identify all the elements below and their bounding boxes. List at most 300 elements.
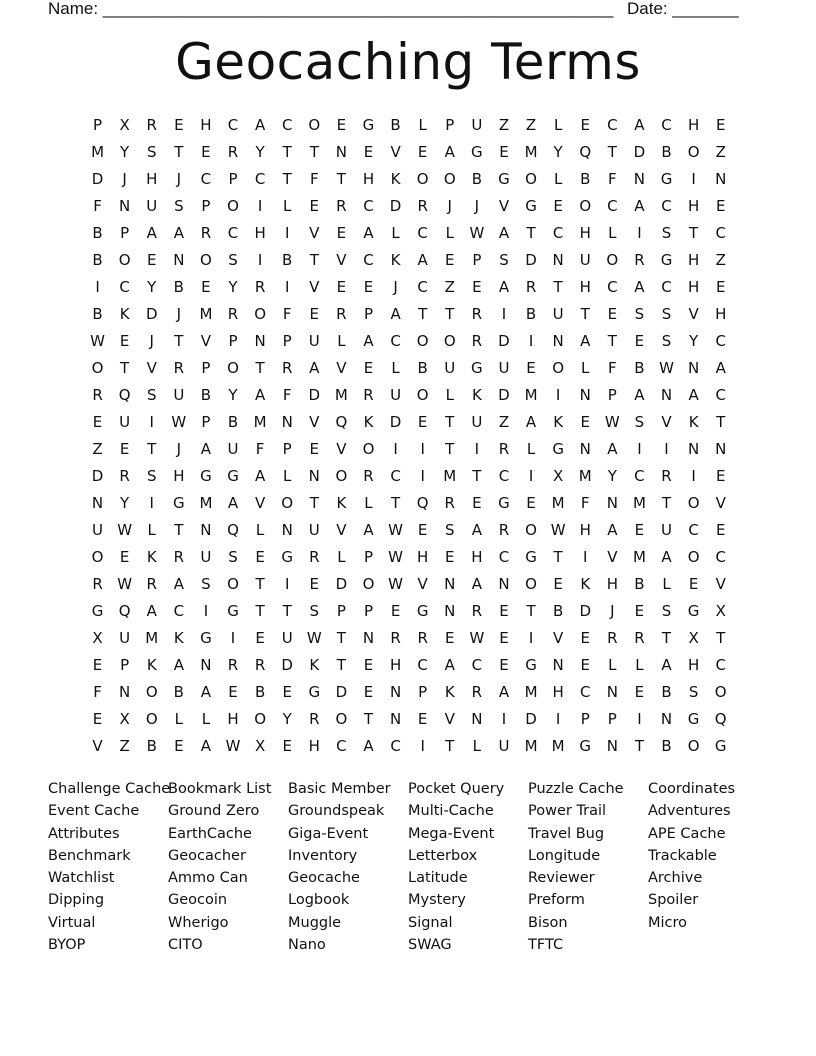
grid-cell[interactable]: E <box>309 305 320 323</box>
grid-cell[interactable]: W <box>117 575 133 593</box>
grid-cell[interactable]: I <box>664 440 669 458</box>
grid-cell[interactable]: G <box>362 116 375 134</box>
grid-cell[interactable]: C <box>498 467 510 485</box>
grid-cell[interactable]: E <box>553 575 563 593</box>
grid-cell[interactable]: A <box>444 143 455 161</box>
grid-cell[interactable]: S <box>634 305 645 323</box>
grid-cell[interactable]: A <box>634 278 645 296</box>
grid-cell[interactable]: E <box>119 548 130 566</box>
grid-cell[interactable]: O <box>687 737 700 755</box>
grid-cell[interactable]: R <box>119 467 130 485</box>
grid-cell[interactable]: C <box>200 170 212 188</box>
grid-cell[interactable]: P <box>282 332 292 350</box>
grid-cell[interactable]: V <box>661 413 672 431</box>
grid-cell[interactable]: B <box>471 170 482 188</box>
grid-cell[interactable]: I <box>528 629 534 647</box>
grid-cell[interactable]: T <box>336 170 346 188</box>
grid-cell[interactable]: Y <box>228 386 238 404</box>
grid-cell[interactable]: H <box>687 251 700 269</box>
grid-cell[interactable]: U <box>579 251 591 269</box>
grid-cell[interactable]: C <box>715 224 726 242</box>
grid-cell[interactable]: N <box>660 386 673 404</box>
grid-cell[interactable]: L <box>608 224 617 242</box>
grid-cell[interactable]: Z <box>92 440 103 458</box>
grid-cell[interactable]: G <box>552 440 564 458</box>
grid-cell[interactable]: A <box>634 116 645 134</box>
grid-cell[interactable]: F <box>93 683 102 701</box>
grid-cell[interactable]: P <box>282 440 292 458</box>
grid-cell[interactable]: A <box>607 521 618 539</box>
grid-cell[interactable]: E <box>499 629 509 647</box>
grid-cell[interactable]: A <box>254 386 266 404</box>
grid-cell[interactable]: C <box>390 467 401 485</box>
grid-cell[interactable]: U <box>227 440 239 458</box>
grid-cell[interactable]: L <box>418 116 427 134</box>
grid-cell[interactable]: C <box>498 548 510 566</box>
grid-cell[interactable]: E <box>634 602 645 620</box>
grid-cell[interactable]: E <box>580 656 590 674</box>
grid-cell[interactable]: I <box>501 305 507 323</box>
grid-cell[interactable]: M <box>145 629 159 647</box>
grid-cell[interactable]: S <box>228 548 238 566</box>
grid-cell[interactable]: O <box>525 521 537 539</box>
grid-cell[interactable]: U <box>146 197 158 215</box>
grid-cell[interactable]: C <box>634 467 645 485</box>
grid-cell[interactable]: L <box>472 737 482 755</box>
grid-cell[interactable]: D <box>281 656 293 674</box>
grid-cell[interactable]: J <box>474 197 480 215</box>
grid-cell[interactable]: S <box>146 386 157 404</box>
grid-cell[interactable]: T <box>336 629 346 647</box>
grid-cell[interactable]: G <box>525 656 537 674</box>
grid-cell[interactable]: B <box>634 359 645 377</box>
grid-cell[interactable]: K <box>336 494 347 512</box>
grid-cell[interactable]: O <box>416 386 429 404</box>
grid-cell[interactable]: T <box>472 467 482 485</box>
grid-cell[interactable]: A <box>200 683 212 701</box>
grid-cell[interactable]: P <box>120 224 130 242</box>
grid-cell[interactable]: O <box>254 305 267 323</box>
grid-cell[interactable]: N <box>389 710 402 728</box>
grid-cell[interactable]: C <box>390 332 401 350</box>
grid-cell[interactable]: W <box>388 548 403 566</box>
grid-cell[interactable]: G <box>471 359 483 377</box>
grid-cell[interactable]: F <box>282 386 292 404</box>
grid-cell[interactable]: O <box>254 710 267 728</box>
grid-cell[interactable]: U <box>173 386 185 404</box>
grid-cell[interactable]: H <box>389 656 402 674</box>
grid-cell[interactable]: V <box>254 494 266 512</box>
grid-cell[interactable]: N <box>173 251 185 269</box>
grid-cell[interactable]: V <box>444 710 455 728</box>
grid-cell[interactable]: Z <box>525 116 537 134</box>
grid-cell[interactable]: A <box>227 494 239 512</box>
grid-cell[interactable]: E <box>417 413 428 431</box>
grid-cell[interactable]: B <box>634 575 645 593</box>
grid-cell[interactable]: P <box>228 332 238 350</box>
grid-cell[interactable]: A <box>363 737 374 755</box>
grid-cell[interactable]: K <box>146 548 157 566</box>
grid-cell[interactable]: Y <box>228 278 238 296</box>
grid-cell[interactable]: L <box>391 359 400 377</box>
grid-cell[interactable]: G <box>173 494 185 512</box>
grid-cell[interactable]: P <box>607 386 617 404</box>
grid-cell[interactable]: H <box>146 170 158 188</box>
grid-cell[interactable]: L <box>391 224 400 242</box>
grid-cell[interactable]: H <box>362 170 375 188</box>
grid-cell[interactable]: I <box>230 629 236 647</box>
grid-cell[interactable]: H <box>687 278 700 296</box>
grid-cell[interactable]: P <box>580 710 590 728</box>
grid-cell[interactable]: V <box>309 413 320 431</box>
grid-cell[interactable]: B <box>390 116 401 134</box>
grid-cell[interactable]: M <box>91 143 105 161</box>
grid-cell[interactable]: T <box>716 413 726 431</box>
grid-cell[interactable]: T <box>309 143 319 161</box>
grid-cell[interactable]: Q <box>227 521 239 539</box>
grid-cell[interactable]: A <box>580 332 591 350</box>
grid-cell[interactable]: T <box>553 548 563 566</box>
grid-cell[interactable]: T <box>716 629 726 647</box>
grid-cell[interactable]: K <box>309 656 320 674</box>
grid-cell[interactable]: L <box>283 467 292 485</box>
grid-cell[interactable]: N <box>281 521 293 539</box>
grid-cell[interactable]: E <box>174 737 184 755</box>
grid-cell[interactable]: B <box>92 224 103 242</box>
grid-cell[interactable]: A <box>146 602 157 620</box>
grid-cell[interactable]: E <box>309 197 320 215</box>
grid-cell[interactable]: L <box>255 521 265 539</box>
grid-cell[interactable]: P <box>201 413 211 431</box>
grid-cell[interactable]: L <box>662 575 671 593</box>
grid-cell[interactable]: D <box>633 143 646 161</box>
grid-cell[interactable]: T <box>282 602 292 620</box>
grid-cell[interactable]: R <box>634 629 645 647</box>
grid-cell[interactable]: N <box>281 413 293 431</box>
grid-cell[interactable]: T <box>309 251 319 269</box>
grid-cell[interactable]: L <box>147 521 156 539</box>
grid-cell[interactable]: I <box>528 332 534 350</box>
grid-cell[interactable]: N <box>715 170 727 188</box>
grid-cell[interactable]: M <box>524 143 538 161</box>
grid-cell[interactable]: O <box>118 251 131 269</box>
grid-cell[interactable]: L <box>635 656 644 674</box>
grid-cell[interactable]: Q <box>335 413 348 431</box>
grid-cell[interactable]: E <box>472 494 482 512</box>
grid-cell[interactable]: S <box>174 197 184 215</box>
grid-cell[interactable]: T <box>418 305 428 323</box>
grid-cell[interactable]: V <box>309 278 320 296</box>
grid-cell[interactable]: K <box>390 170 401 188</box>
grid-cell[interactable]: M <box>253 413 267 431</box>
grid-cell[interactable]: H <box>200 116 212 134</box>
grid-cell[interactable]: A <box>525 413 537 431</box>
grid-cell[interactable]: U <box>390 386 402 404</box>
grid-cell[interactable]: B <box>661 737 672 755</box>
grid-cell[interactable]: O <box>525 170 537 188</box>
grid-cell[interactable]: O <box>552 359 565 377</box>
grid-cell[interactable]: L <box>581 359 590 377</box>
grid-cell[interactable]: O <box>579 197 592 215</box>
grid-cell[interactable]: N <box>715 440 727 458</box>
grid-cell[interactable]: E <box>580 413 590 431</box>
grid-cell[interactable]: I <box>149 413 154 431</box>
grid-cell[interactable]: H <box>227 710 239 728</box>
grid-cell[interactable]: L <box>553 116 563 134</box>
grid-cell[interactable]: O <box>687 548 700 566</box>
grid-cell[interactable]: V <box>92 737 103 755</box>
grid-cell[interactable]: H <box>715 305 727 323</box>
grid-cell[interactable]: L <box>337 332 346 350</box>
grid-cell[interactable]: B <box>92 305 103 323</box>
grid-cell[interactable]: C <box>417 656 428 674</box>
grid-cell[interactable]: K <box>146 656 157 674</box>
grid-cell[interactable]: D <box>498 332 510 350</box>
grid-cell[interactable]: E <box>417 710 428 728</box>
grid-cell[interactable]: H <box>552 683 564 701</box>
grid-cell[interactable]: G <box>200 467 212 485</box>
grid-cell[interactable]: S <box>499 251 509 269</box>
grid-cell[interactable]: H <box>308 737 320 755</box>
grid-cell[interactable]: N <box>335 143 347 161</box>
grid-cell[interactable]: B <box>580 170 591 188</box>
grid-cell[interactable]: Y <box>120 143 130 161</box>
grid-cell[interactable]: A <box>471 575 482 593</box>
grid-cell[interactable]: B <box>417 359 428 377</box>
grid-cell[interactable]: R <box>471 602 483 620</box>
grid-cell[interactable]: X <box>92 629 103 647</box>
grid-cell[interactable]: I <box>95 278 100 296</box>
grid-cell[interactable]: I <box>420 737 425 755</box>
grid-cell[interactable]: U <box>498 359 510 377</box>
grid-cell[interactable]: E <box>282 737 292 755</box>
grid-cell[interactable]: C <box>579 683 591 701</box>
grid-cell[interactable]: K <box>471 386 482 404</box>
grid-cell[interactable]: U <box>661 521 672 539</box>
grid-cell[interactable]: I <box>637 440 642 458</box>
grid-cell[interactable]: W <box>171 413 187 431</box>
grid-cell[interactable]: A <box>498 683 510 701</box>
grid-cell[interactable]: I <box>284 575 290 593</box>
grid-cell[interactable]: E <box>445 548 455 566</box>
grid-cell[interactable]: V <box>715 494 726 512</box>
grid-cell[interactable]: H <box>254 224 266 242</box>
grid-cell[interactable]: Y <box>282 710 292 728</box>
grid-cell[interactable]: A <box>254 116 266 134</box>
grid-cell[interactable]: P <box>363 602 373 620</box>
grid-cell[interactable]: R <box>363 386 374 404</box>
grid-cell[interactable]: E <box>499 602 509 620</box>
grid-cell[interactable]: E <box>715 467 726 485</box>
grid-cell[interactable]: E <box>634 683 645 701</box>
grid-cell[interactable]: C <box>281 116 293 134</box>
grid-cell[interactable]: A <box>634 197 645 215</box>
grid-cell[interactable]: X <box>715 602 726 620</box>
grid-cell[interactable]: A <box>363 224 374 242</box>
grid-cell[interactable]: K <box>580 575 591 593</box>
grid-cell[interactable]: R <box>444 494 455 512</box>
name-field-label[interactable]: Name: ______________________________________________________ <box>48 0 614 18</box>
grid-cell[interactable]: S <box>661 332 672 350</box>
grid-cell[interactable]: I <box>474 440 480 458</box>
grid-cell[interactable]: I <box>257 251 263 269</box>
grid-cell[interactable]: N <box>254 332 266 350</box>
grid-cell[interactable]: G <box>91 602 104 620</box>
grid-cell[interactable]: E <box>634 521 645 539</box>
grid-cell[interactable]: I <box>637 710 642 728</box>
grid-cell[interactable]: C <box>607 116 618 134</box>
grid-cell[interactable]: P <box>363 305 373 323</box>
grid-cell[interactable]: P <box>363 548 373 566</box>
grid-cell[interactable]: X <box>688 629 699 647</box>
grid-cell[interactable]: I <box>555 710 561 728</box>
grid-cell[interactable]: T <box>445 737 455 755</box>
grid-cell[interactable]: C <box>661 278 672 296</box>
grid-cell[interactable]: A <box>498 224 510 242</box>
grid-cell[interactable]: R <box>336 197 347 215</box>
grid-cell[interactable]: D <box>389 413 402 431</box>
grid-cell[interactable]: P <box>201 359 211 377</box>
grid-cell[interactable]: N <box>444 575 456 593</box>
grid-cell[interactable]: I <box>637 224 642 242</box>
grid-cell[interactable]: M <box>334 386 348 404</box>
grid-cell[interactable]: G <box>525 197 537 215</box>
grid-cell[interactable]: C <box>471 656 483 674</box>
grid-cell[interactable]: I <box>420 440 425 458</box>
grid-cell[interactable]: L <box>364 494 373 512</box>
grid-cell[interactable]: M <box>199 494 213 512</box>
grid-cell[interactable]: E <box>445 629 455 647</box>
grid-cell[interactable]: D <box>145 305 158 323</box>
grid-cell[interactable]: E <box>417 521 428 539</box>
grid-cell[interactable]: O <box>443 332 456 350</box>
grid-cell[interactable]: N <box>362 629 375 647</box>
grid-cell[interactable]: O <box>145 710 158 728</box>
grid-cell[interactable]: D <box>525 251 537 269</box>
grid-cell[interactable]: A <box>254 467 266 485</box>
grid-cell[interactable]: N <box>606 683 618 701</box>
grid-cell[interactable]: M <box>443 467 457 485</box>
grid-cell[interactable]: L <box>174 710 183 728</box>
grid-cell[interactable]: I <box>284 224 290 242</box>
grid-cell[interactable]: T <box>390 494 401 512</box>
grid-cell[interactable]: E <box>499 143 509 161</box>
grid-cell[interactable]: U <box>200 548 212 566</box>
grid-cell[interactable]: U <box>471 413 483 431</box>
grid-cell[interactable]: D <box>389 197 402 215</box>
grid-cell[interactable]: A <box>715 359 726 377</box>
grid-cell[interactable]: N <box>687 359 700 377</box>
grid-cell[interactable]: E <box>282 683 292 701</box>
grid-cell[interactable]: T <box>607 143 617 161</box>
grid-cell[interactable]: Y <box>147 278 157 296</box>
grid-cell[interactable]: G <box>308 683 321 701</box>
grid-cell[interactable]: Z <box>498 413 510 431</box>
grid-cell[interactable]: B <box>525 305 537 323</box>
grid-cell[interactable]: E <box>390 602 401 620</box>
grid-cell[interactable]: A <box>471 521 482 539</box>
grid-cell[interactable]: H <box>687 656 700 674</box>
grid-cell[interactable]: E <box>336 116 347 134</box>
grid-cell[interactable]: N <box>119 197 131 215</box>
grid-cell[interactable]: V <box>336 251 347 269</box>
grid-cell[interactable]: T <box>147 440 157 458</box>
grid-cell[interactable]: G <box>281 548 294 566</box>
grid-cell[interactable]: O <box>281 494 294 512</box>
grid-cell[interactable]: E <box>255 629 265 647</box>
grid-cell[interactable]: S <box>661 305 672 323</box>
grid-cell[interactable]: P <box>418 683 428 701</box>
grid-cell[interactable]: T <box>309 494 319 512</box>
grid-cell[interactable]: W <box>306 629 322 647</box>
grid-cell[interactable]: T <box>336 656 346 674</box>
grid-cell[interactable]: R <box>309 548 320 566</box>
grid-cell[interactable]: M <box>578 467 592 485</box>
grid-cell[interactable]: F <box>255 440 265 458</box>
grid-cell[interactable]: R <box>390 629 401 647</box>
grid-cell[interactable]: T <box>553 278 563 296</box>
grid-cell[interactable]: E <box>715 197 726 215</box>
grid-cell[interactable]: A <box>634 386 645 404</box>
grid-cell[interactable]: R <box>525 278 537 296</box>
grid-cell[interactable]: N <box>308 467 320 485</box>
grid-cell[interactable]: N <box>660 710 673 728</box>
grid-cell[interactable]: C <box>363 197 374 215</box>
grid-cell[interactable]: E <box>526 494 536 512</box>
grid-cell[interactable]: J <box>176 170 182 188</box>
grid-cell[interactable]: C <box>363 251 374 269</box>
grid-cell[interactable]: E <box>228 683 238 701</box>
grid-cell[interactable]: T <box>174 143 184 161</box>
grid-cell[interactable]: A <box>200 440 212 458</box>
grid-cell[interactable]: K <box>688 413 699 431</box>
grid-cell[interactable]: L <box>526 440 536 458</box>
grid-cell[interactable]: U <box>308 332 320 350</box>
grid-cell[interactable]: H <box>579 224 591 242</box>
grid-cell[interactable]: N <box>552 656 564 674</box>
grid-cell[interactable]: C <box>417 278 428 296</box>
grid-cell[interactable]: O <box>714 683 727 701</box>
grid-cell[interactable]: N <box>498 575 510 593</box>
grid-cell[interactable]: T <box>580 305 590 323</box>
grid-cell[interactable]: E <box>363 683 374 701</box>
grid-cell[interactable]: W <box>388 575 403 593</box>
grid-cell[interactable]: H <box>687 116 700 134</box>
grid-cell[interactable]: U <box>308 521 320 539</box>
grid-cell[interactable]: O <box>362 440 375 458</box>
grid-cell[interactable]: N <box>579 440 591 458</box>
grid-cell[interactable]: B <box>92 251 103 269</box>
grid-cell[interactable]: A <box>173 224 184 242</box>
grid-cell[interactable]: J <box>176 440 182 458</box>
grid-cell[interactable]: N <box>633 170 646 188</box>
grid-cell[interactable]: B <box>661 683 672 701</box>
grid-cell[interactable]: N <box>389 683 402 701</box>
grid-cell[interactable]: Y <box>689 332 699 350</box>
grid-cell[interactable]: E <box>146 251 157 269</box>
grid-cell[interactable]: C <box>688 521 699 539</box>
grid-cell[interactable]: O <box>416 170 429 188</box>
grid-cell[interactable]: O <box>145 683 158 701</box>
grid-cell[interactable]: H <box>579 278 591 296</box>
grid-cell[interactable]: S <box>661 224 672 242</box>
grid-cell[interactable]: A <box>444 656 455 674</box>
grid-cell[interactable]: R <box>471 683 483 701</box>
grid-cell[interactable]: F <box>608 170 617 188</box>
grid-cell[interactable]: G <box>579 737 592 755</box>
grid-cell[interactable]: T <box>363 710 374 728</box>
grid-cell[interactable]: P <box>228 170 238 188</box>
